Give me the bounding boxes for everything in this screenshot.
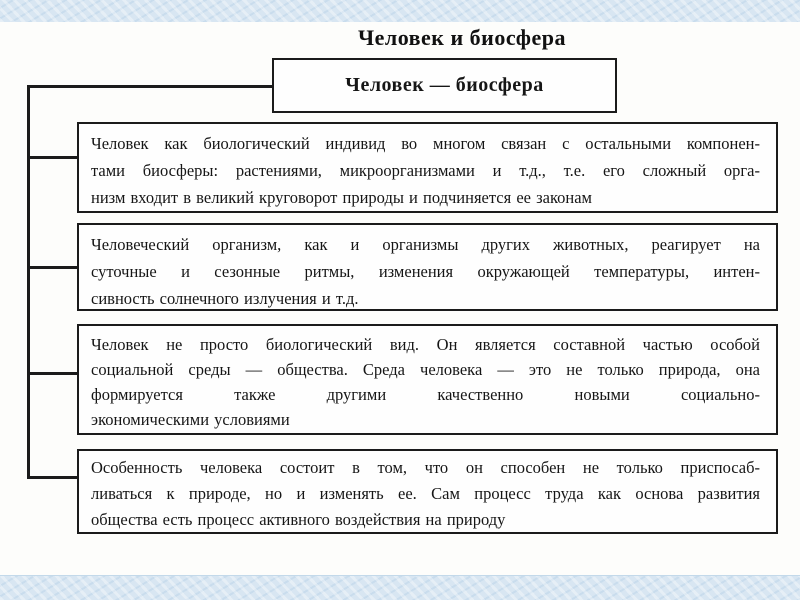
connector-box-3 [27,372,77,375]
bottom-decorative-band [0,575,800,600]
connector-box-1 [27,156,77,159]
flow-box-3-line: Человек не просто биологический вид. Он является составной частью особой [91,335,760,354]
flow-box-2-line: суточные и сезонные ритмы, изменения окружающей температуры, интен- [91,262,760,281]
root-box-label: Человек — биосфера [345,74,544,96]
flow-box-3 [77,324,778,435]
flow-box-1 [77,122,778,213]
flow-box-2 [77,223,778,311]
flow-box-4 [77,449,778,534]
flow-box-1-line: Человек как биологический индивид во многом связан с остальными компонен- [91,134,760,153]
flow-box-4-line: ливаться к природе, но и изменять ее. Сам процесс труда как основа развития [91,484,760,503]
flow-box-2-line: сивность солнечного излучения и т.д. [91,289,359,308]
flow-box-3-line: социальной среды — общества. Среда человека — это не только природа, она [91,360,760,379]
root-box [272,58,617,113]
flow-box-4-line: общества есть процесс активного воздействия на природу [91,510,506,529]
slide-title: Человек и биосфера [357,25,567,50]
flow-box-1-line: тами биосферы: растениями, микроорганизмами и т.д., т.е. его сложный орга- [91,161,760,180]
connector-box-2 [27,266,77,269]
connector-box-4 [27,476,77,479]
flow-box-3-line: экономическими условиями [91,410,290,429]
flow-box-2-line: Человеческий организм, как и организмы других животных, реагирует на [91,235,760,254]
top-decorative-band [0,0,800,22]
flow-box-3-line: формируется также другими качественно новыми социально- [91,385,760,404]
flow-box-1-line: низм входит в великий круговорот природы и подчиняется ее законам [91,188,592,207]
flow-box-4-line: Особенность человека состоит в том, что он способен не только приспосаб- [91,458,760,477]
connector-vertical-spine [27,85,30,479]
connector-root-box [27,85,272,88]
